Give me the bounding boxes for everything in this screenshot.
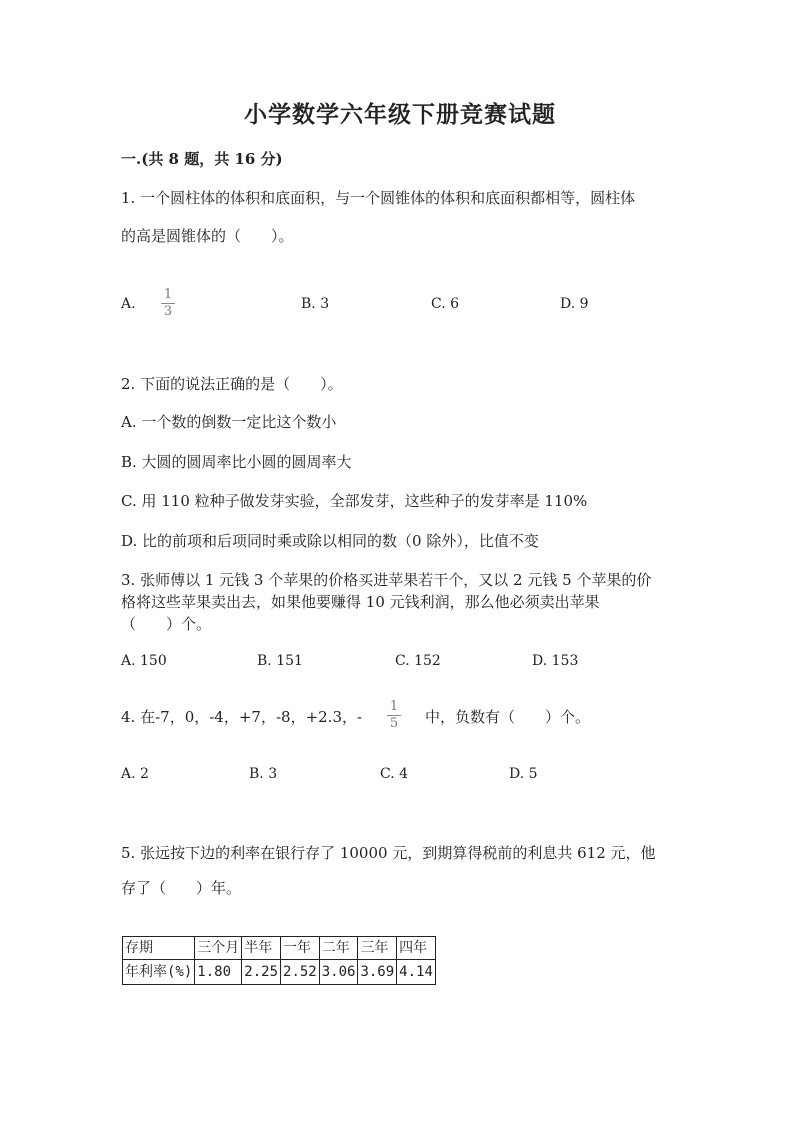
q3-option-c: C. 152 <box>395 653 441 669</box>
q3-option-b: B. 151 <box>257 653 303 669</box>
table-cell: 4.14 <box>397 960 436 985</box>
q3-option-a: A. 150 <box>121 653 167 669</box>
q1-option-a-label: A. <box>121 296 136 312</box>
q2-option-c: C. 用 110 粒种子做发芽实验，全部发芽，这些种子的发芽率是 110% <box>121 492 588 510</box>
interest-rate-table <box>122 936 436 985</box>
section-heading: 一.(共 8 题，共 16 分) <box>121 150 283 168</box>
q3-option-d: D. 153 <box>532 653 579 669</box>
q1-option-d: D. 9 <box>560 296 589 312</box>
table-cell: 1.80 <box>195 960 242 985</box>
table-cell: 年利率(%) <box>123 960 195 985</box>
table-cell: 一年 <box>281 937 320 960</box>
table-cell: 存期 <box>123 937 195 960</box>
fraction-numerator: 1 <box>389 699 399 714</box>
q1-option-a-fraction <box>161 288 175 319</box>
fraction-numerator: 1 <box>163 287 173 302</box>
table-cell: 二年 <box>319 937 358 960</box>
q2-option-a: A. 一个数的倒数一定比这个数小 <box>121 413 337 431</box>
q4-option-d: D. 5 <box>509 766 538 782</box>
q4-fraction <box>387 700 401 731</box>
q1-option-b: B. 3 <box>301 296 330 312</box>
q5-stem-line2: 存了（ ）年。 <box>121 879 242 897</box>
q2-stem: 2. 下面的说法正确的是（ ）。 <box>121 375 343 393</box>
page-title: 小学数学六年级下册竞赛试题 <box>244 101 556 128</box>
q4-stem-after: 中，负数有（ ）个。 <box>425 708 591 726</box>
table-cell: 三个月 <box>195 937 242 960</box>
table-cell: 3.06 <box>319 960 358 985</box>
q3-stem-line1: 3. 张师傅以 1 元钱 3 个苹果的价格买进苹果若干个，又以 2 元钱 5 个苹果的价 <box>121 571 652 589</box>
table-row <box>123 960 436 985</box>
q1-option-c: C. 6 <box>431 296 460 312</box>
table-cell: 四年 <box>397 937 436 960</box>
q3-stem-line3: （ ）个。 <box>121 615 212 633</box>
q4-option-a: A. 2 <box>121 766 149 782</box>
table-cell: 2.52 <box>281 960 320 985</box>
fraction-denominator: 3 <box>163 304 173 319</box>
table-header-row <box>123 937 436 960</box>
fraction-denominator: 5 <box>389 716 399 731</box>
q2-option-b: B. 大圆的圆周率比小圆的圆周率大 <box>121 453 352 471</box>
q1-stem-line1: 1. 一个圆柱体的体积和底面积，与一个圆锥体的体积和底面积都相等，圆柱体 <box>121 189 636 207</box>
q1-stem-line2: 的高是圆锥体的（ ）。 <box>121 227 294 245</box>
table-cell: 半年 <box>242 937 281 960</box>
q2-option-d: D. 比的前项和后项同时乘或除以相同的数（0 除外），比值不变 <box>121 532 539 550</box>
q4-option-b: B. 3 <box>249 766 278 782</box>
q5-stem-line1: 5. 张远按下边的利率在银行存了 10000 元，到期算得税前的利息共 612 元，他 <box>121 844 656 862</box>
q4-option-c: C. 4 <box>380 766 409 782</box>
q4-stem-before: 4. 在-7，0，-4，+7，-8，+2.3，- <box>121 708 363 726</box>
table-cell: 三年 <box>358 937 397 960</box>
table-cell: 2.25 <box>242 960 281 985</box>
table-cell: 3.69 <box>358 960 397 985</box>
q3-stem-line2: 格将这些苹果卖出去，如果他要赚得 10 元钱利润，那么他必须卖出苹果 <box>121 593 600 611</box>
